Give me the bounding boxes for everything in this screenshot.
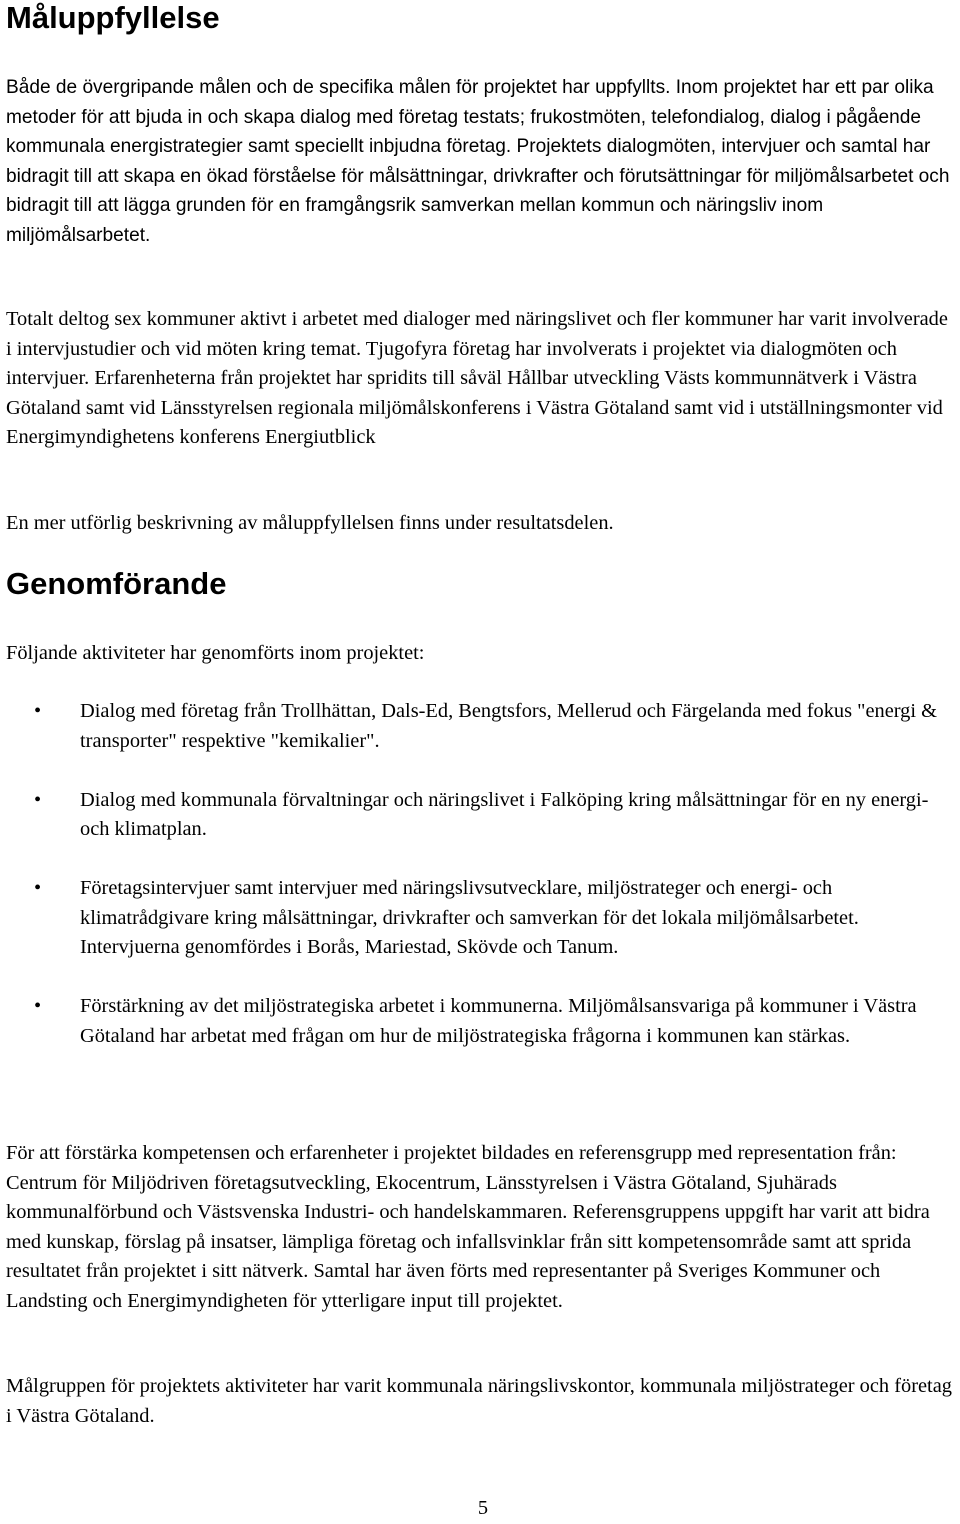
list-item-text: Företagsintervjuer samt intervjuer med näringslivsutvecklare, miljöstrateger och energi- och klimatrådgivare kring målsättningar, drivkrafter och samverkan för det lokala miljömålsarbetet. Intervjuerna genomfördes i Borås, Mariestad, Skövde och Tanum. <box>80 877 859 958</box>
bullet-icon: • <box>34 995 42 1017</box>
paragraph-target-group: Målgruppen för projektets aktiviteter har varit kommunala näringslivskontor, kommunala miljöstrateger och företag i Västra Götaland. <box>6 1375 952 1427</box>
paragraph-activities-intro: Följande aktiviteter har genomförts inom projektet: <box>6 642 425 664</box>
list-item <box>6 697 956 756</box>
heading-genomforande: Genomförande <box>6 566 227 601</box>
activities-list <box>6 697 956 1081</box>
paragraph-reference-group: För att förstärka kompetensen och erfarenheter i projektet bildades en referensgrupp med representation från: Centrum för Miljödriven företagsutveckling, Ekocentrum, Länsstyrelsen i Västra Götaland, Sjuhärads kommunalförbund och Västsvenska Industri- och handelskammaren. Referensgruppens uppgift har varit att bidra med kunskap, förslag på insatser, lämpliga företag och infallsvinklar från sitt kompetensområde samt att sprida resultatet från projektet i sitt nätverk. Samtal har även förts med representanter på Sveriges Kommuner och Landsting och Energimyndigheten för ytterligare input till projektet. <box>6 1142 930 1312</box>
list-item-text: Dialog med företag från Trollhättan, Dals-Ed, Bengtsfors, Mellerud och Färgelanda med fokus "energi & transporter" respektive "kemikalier". <box>80 700 937 752</box>
list-item <box>6 874 956 963</box>
list-item <box>6 992 956 1051</box>
bullet-icon: • <box>34 788 42 811</box>
bullet-icon: • <box>34 700 42 722</box>
list-item <box>6 786 956 845</box>
page-number: 5 <box>477 1497 489 1519</box>
heading-maluppfyllelse: Måluppfyllelse <box>6 0 220 35</box>
paragraph-municipalities-participation: Totalt deltog sex kommuner aktivt i arbetet med dialoger med näringslivet och fler kommuner har varit involverade i intervjustudier och vid möten kring temat. Tjugofyra företag har involverats i projektet via dialogmöten och intervjuer. Erfarenheterna från projektet har spridits till såväl Hållbar utveckling Västs kommunnätverk i Västra Götaland samt vid Länsstyrelsen regionala miljömålskonferens i Västra Götaland samt vid i utställningsmonter vid Energimyndighetens konferens Energiutblick <box>6 308 948 448</box>
paragraph-goals-fulfilled: Både de övergripande målen och de specifika målen för projektet har uppfyllts. Inom projektet har ett par olika metoder för att bjuda in och skapa dialog med företag testats; frukostmöten, telefondialog, dialog i pågående kommunala energistrategier samt speciellt inbjudna företag. Projektets dialogmöten, intervjuer och samtal har bidragit till att skapa en ökad förståelse för målsättningar, drivkrafter och förutsättningar för miljömålsarbetet och bidragit till att lägga grunden för en framgångsrik samverkan mellan kommun och näringsliv inom miljömålsarbetet. <box>6 77 950 246</box>
list-item-text: Förstärkning av det miljöstrategiska arbetet i kommunerna. Miljömålsansvariga på kommuner i Västra Götaland har arbetat med frågan om hur de miljöstrategiska frågorna i kommunen kan stärkas. <box>80 995 917 1047</box>
paragraph-more-detailed-description: En mer utförlig beskrivning av måluppfyllelsen finns under resultatsdelen. <box>6 512 614 534</box>
bullet-icon: • <box>34 877 42 899</box>
list-item-text: Dialog med kommunala förvaltningar och näringslivet i Falköping kring målsättningar för en ny energi- och klimatplan. <box>80 788 929 840</box>
